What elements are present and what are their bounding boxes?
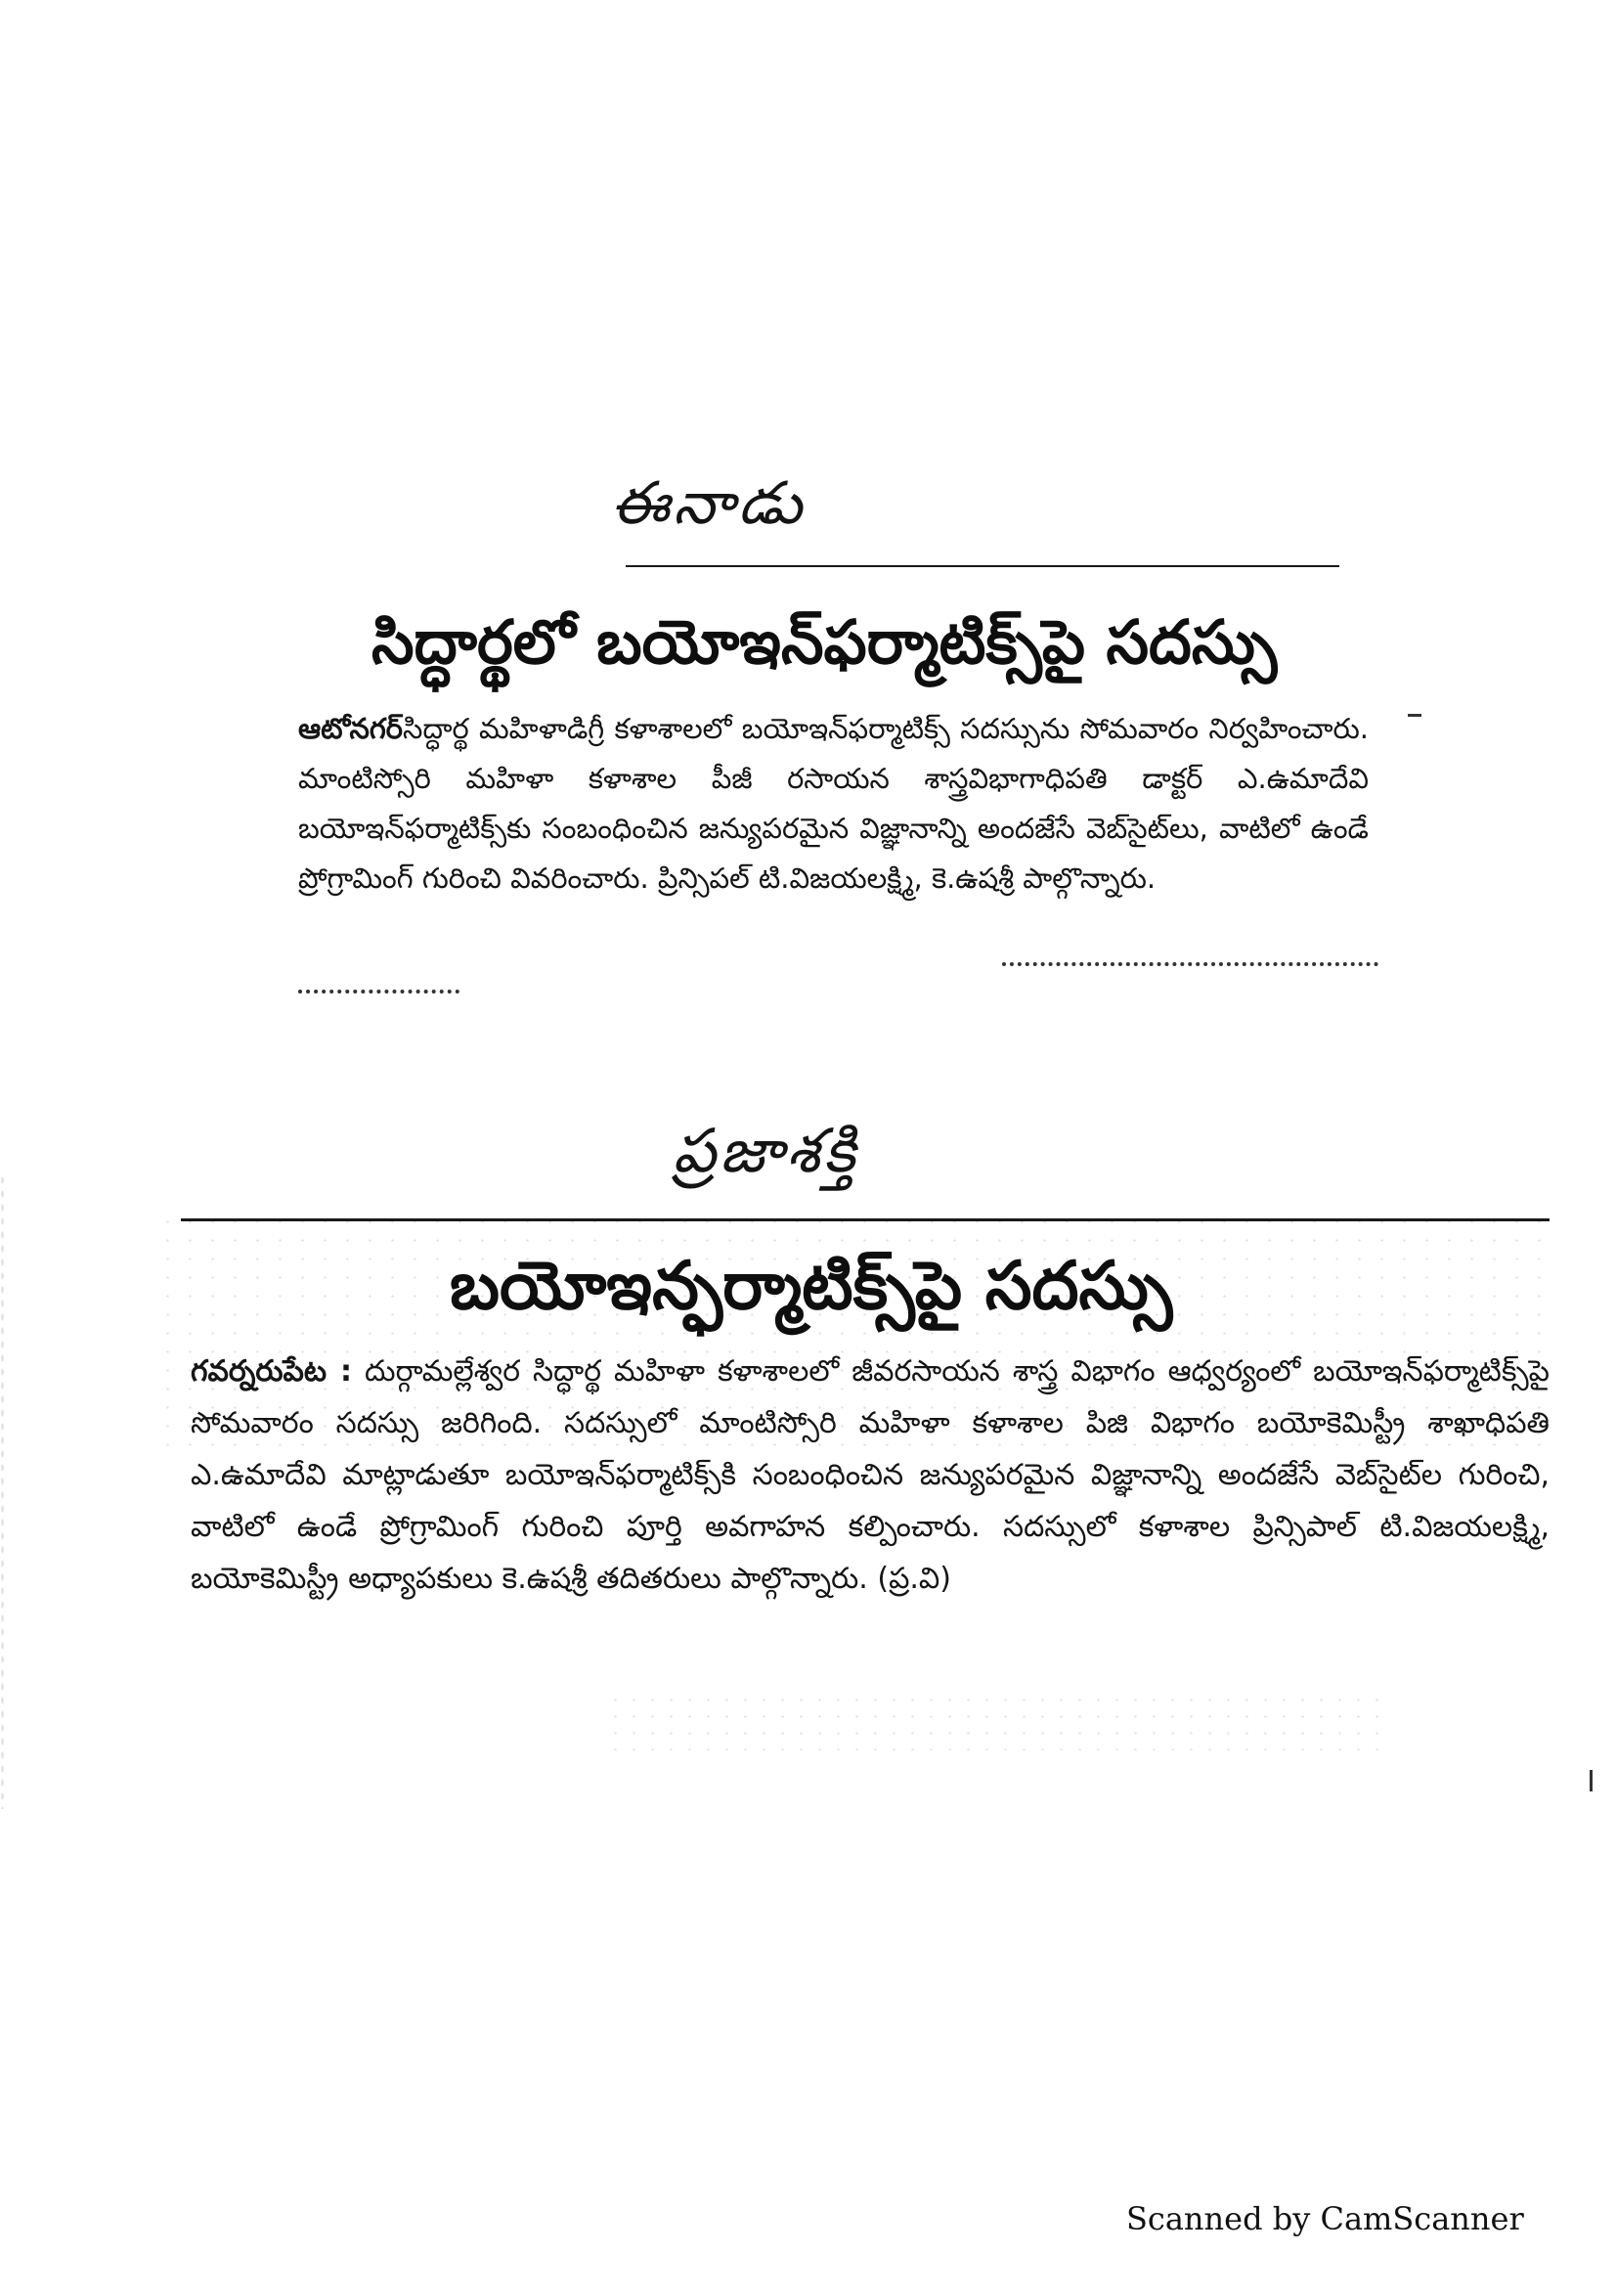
scan-edge-shadow	[0, 1173, 6, 1809]
news-clipping-prajasakti	[0, 1115, 1616, 1760]
margin-mark	[1590, 1770, 1593, 1791]
dotted-border-left	[298, 990, 459, 993]
dotted-border-right	[1002, 962, 1378, 966]
newsprint-texture-bottom	[606, 1692, 1388, 1750]
masthead-rule	[181, 1218, 1550, 1221]
news-clipping-eenadu	[0, 469, 1616, 1017]
masthead-underline	[626, 565, 1339, 567]
article-headline: సిద్ధార్థలో బయోఇన్‌ఫర్మాటిక్స్‌పై సదస్సు	[371, 606, 1278, 678]
newspaper-masthead: ప్రజాశక్తి	[673, 1115, 859, 1186]
article-text: సిద్ధార్థ మహిళాడిగ్రీ కళాశాలలో బయోఇన్‌ఫర్మాటిక్స్‌ సదస్సును సోమవారం నిర్వహించారు. మాంటిస్సోరి మహిళా కళాశాల పీజీ రసాయన శాస్త్రవిభాగాధిపతి డాక్టర్‌ ఎ.ఉమాదేవి బయోఇన్‌ఫర్మాటిక్స్‌కు సంబంధించిన జన్యుపరమైన విజ్ఞానాన్ని అందజేసే వెబ్‌సైట్‌లు, వాటిలో ఉండే ప్రోగ్రామింగ్‌ గురించి వివరించారు. ప్రిన్సిపల్‌ టి.విజయలక్ష్మి, కె.ఉషశ్రీ పాల్గొన్నారు.	[298, 712, 1369, 895]
article-dateline: గవర్నరుపేట :	[191, 1354, 352, 1389]
scanner-watermark: Scanned by CamScanner	[1126, 2200, 1524, 2237]
article-dateline: ఆటోనగర్‌	[298, 712, 403, 745]
article-text: దుర్గామల్లేశ్వర సిద్ధార్థ మహిళా కళాశాలలో జీవరసాయన శాస్త్ర విభాగం ఆధ్వర్యంలో బయోఇన్‌ఫర్మాటిక్స్‌పై సోమవారం సదస్సు జరిగింది. సదస్సులో మాంటిస్సోరి మహిళా కళాశాల పిజి విభాగం బయోకెమిస్ట్రీ శాఖాధిపతి ఎ.ఉమాదేవి మాట్లాడుతూ బయోఇన్‌ఫర్మాటిక్స్‌కి సంబంధించిన జన్యుపరమైన విజ్ఞానాన్ని అందజేసే వెబ్‌సైట్‌ల గురించి, వాటిలో ఉండే ప్రోగ్రామింగ్‌ గురించి పూర్తి అవగాహన కల్పించారు. సదస్సులో కళాశాల ప్రిన్సిపాల్‌ టి.విజయలక్ష్మి, బయోకెమిస్ట్రీ అధ్యాపకులు కె.ఉషశ్రీ తదితరులు పాల్గొన్నారు. (ప్ర.వి)	[191, 1354, 1550, 1596]
newspaper-masthead: ఈనాడు	[611, 469, 807, 538]
article-body	[191, 1346, 1550, 1605]
margin-mark	[1408, 714, 1421, 717]
article-body	[298, 704, 1369, 904]
article-headline: బయోఇన్ఫర్మాటిక్స్‌పై సదస్సు	[450, 1248, 1173, 1325]
